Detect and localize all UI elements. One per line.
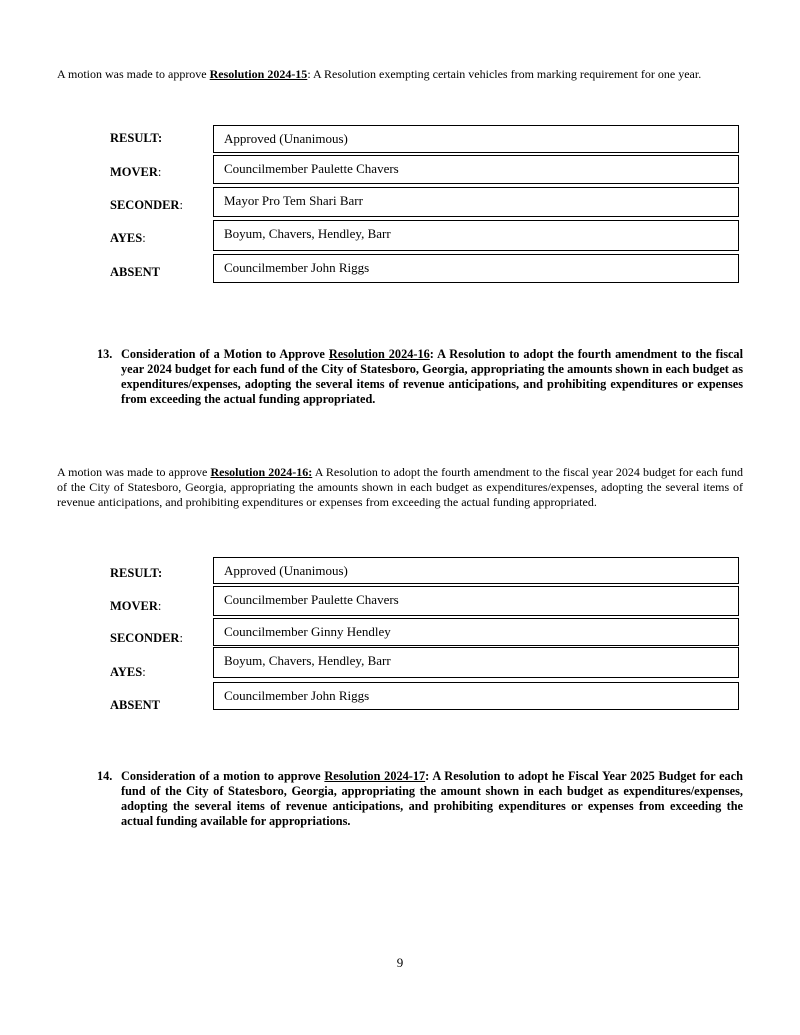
resolution-reference: Resolution 2024-17	[324, 769, 426, 783]
result-label: RESULT:	[110, 131, 163, 145]
item-text: Consideration of a motion to approve Resolution 2024-17: A Resolution to adopt he Fiscal Year 2025 Budget for each fund of the City of Statesboro, Georgia, appropriating the amount shown in each budget as expenditures/expenses, adopting the several items of revenue anticipations, and prohibiting expenditures or expenses from exceeding the actual funding available for appropriations.	[121, 769, 743, 828]
ayes-label: AYES:	[110, 231, 146, 245]
absent-label: ABSENT	[110, 698, 161, 712]
resolution-reference: Resolution 2024-15	[209, 67, 308, 81]
mover-value: Councilmember Paulette Chavers	[213, 586, 739, 616]
ayes-value: Boyum, Chavers, Hendley, Barr	[213, 220, 739, 251]
ayes-label: AYES:	[110, 665, 146, 679]
item-number: 13.	[97, 347, 113, 361]
seconder-value: Councilmember Ginny Hendley	[213, 618, 739, 646]
motion-text: : A Resolution exempting certain vehicles from marking requirement for one year.	[307, 67, 702, 81]
mover-label: MOVER:	[110, 165, 162, 179]
result-value: Approved (Unanimous)	[213, 557, 739, 584]
seconder-value: Mayor Pro Tem Shari Barr	[213, 187, 739, 217]
result-label: RESULT:	[110, 566, 163, 580]
agenda-item-14	[97, 769, 743, 829]
result-value: Approved (Unanimous)	[213, 125, 739, 153]
motion-paragraph-2	[57, 465, 743, 510]
motion-text: A motion was made to approve	[57, 465, 211, 479]
seconder-label: SECONDER:	[110, 198, 183, 212]
absent-label: ABSENT	[110, 265, 161, 279]
agenda-item-13	[97, 347, 743, 407]
seconder-label: SECONDER:	[110, 631, 183, 645]
absent-value: Councilmember John Riggs	[213, 254, 739, 283]
motion-text: A Resolution to adopt the fourth amendment to the fiscal year 2024 budget for each fund of the City of Statesboro, Georgia, appropriating the amounts shown in each budget as expenditures/expenses, adopting the several items of revenue anticipations, and prohibiting expenditures or expenses from exceeding the actual funding appropriated.	[57, 465, 744, 509]
ayes-value: Boyum, Chavers, Hendley, Barr	[213, 647, 739, 678]
mover-label: MOVER:	[110, 599, 162, 613]
absent-value: Councilmember John Riggs	[213, 682, 739, 710]
page-number: 9	[396, 955, 404, 970]
mover-value: Councilmember Paulette Chavers	[213, 155, 739, 184]
motion-text: A motion was made to approve	[57, 67, 210, 81]
motion-paragraph-1	[57, 67, 743, 82]
item-text: Consideration of a Motion to Approve Resolution 2024-16: A Resolution to adopt the fourth amendment to the fiscal year 2024 budget for each fund of the City of Statesboro, Georgia, appropriating the amounts shown in each budget as expenditures/expenses, adopting the several items of revenue anticipations, and prohibiting expenditures or expenses from exceeding the actual funding appropriated.	[121, 347, 743, 406]
resolution-reference: Resolution 2024-16:	[210, 465, 313, 479]
item-number: 14.	[97, 769, 113, 783]
resolution-reference: Resolution 2024-16	[328, 347, 430, 361]
